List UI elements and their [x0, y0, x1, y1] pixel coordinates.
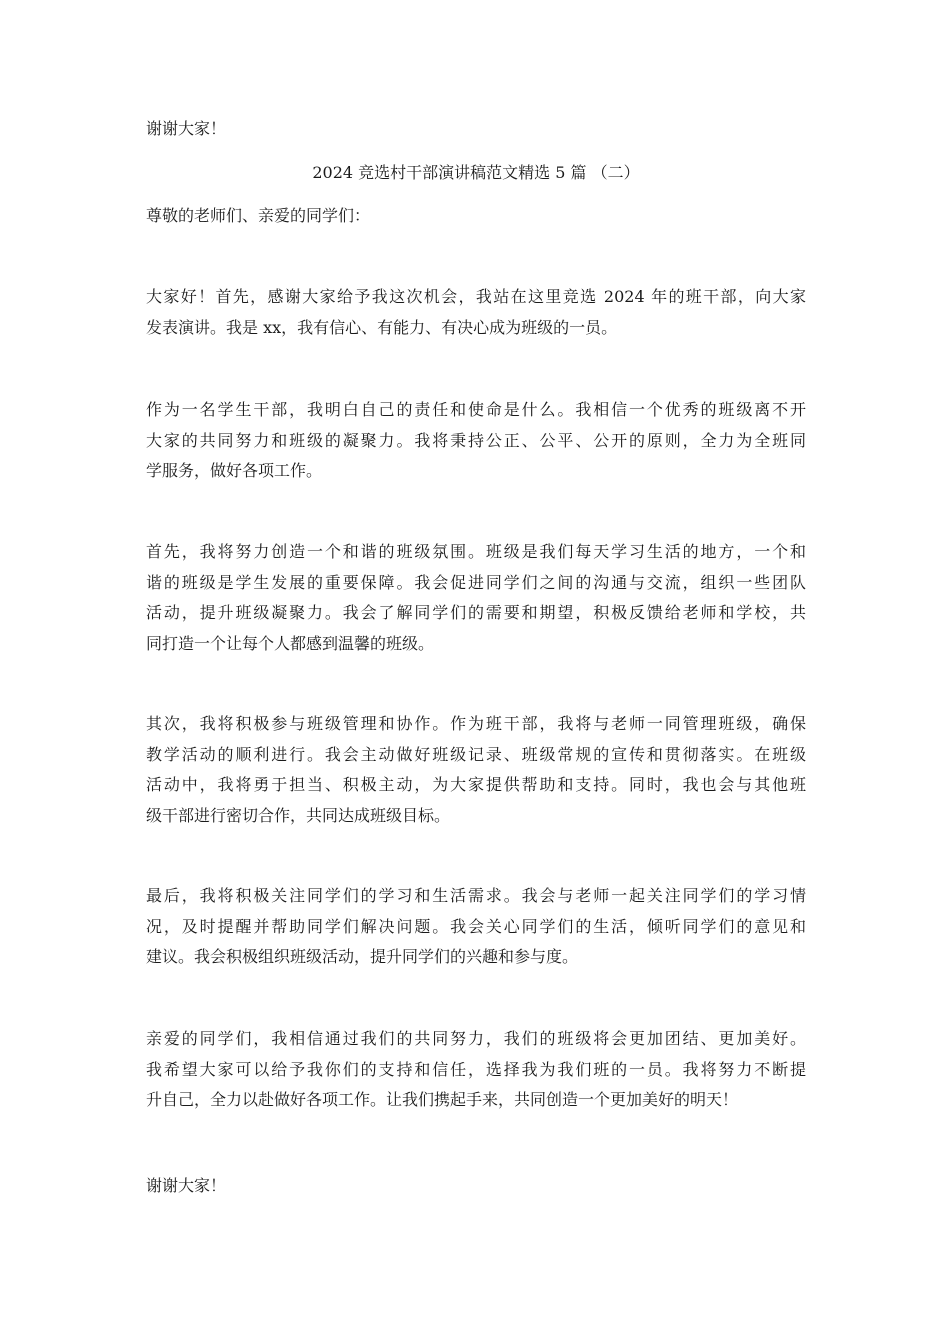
paragraph-2 [146, 395, 806, 487]
paragraph-line: 大家的共同努力和班级的凝聚力。我将秉持公正、公平、公开的原则，全力为全班同 [146, 430, 806, 450]
paragraph-line: 首先，我将努力创造一个和谐的班级氛围。班级是我们每天学习生活的地方，一个和 [146, 542, 806, 561]
paragraph-line: 谐的班级是学生发展的重要保障。我会促进同学们之间的沟通与交流，组织一些团队 [146, 572, 806, 592]
salutation: 尊敬的老师们、亲爱的同学们： [146, 206, 371, 225]
paragraph-5 [146, 881, 806, 973]
paragraph-line: 其次，我将积极参与班级管理和协作。作为班干部，我将与老师一同管理班级，确保 [146, 714, 806, 733]
paragraph-line: 我希望大家可以给予我你们的支持和信任，选择我为我们班的一员。我将努力不断提 [146, 1059, 806, 1079]
paragraph-line: 同打造一个让每个人都感到温馨的班级。 [146, 633, 435, 653]
paragraph-line: 建议。我会积极组织班级活动，提升同学们的兴趣和参与度。 [146, 947, 579, 966]
paragraph-line: 学服务，做好各项工作。 [146, 461, 323, 480]
paragraph-4 [146, 709, 806, 831]
paragraph-line: 作为一名学生干部，我明白自己的责任和使命是什么。我相信一个优秀的班级离不开 [146, 400, 806, 419]
paragraph-line: 活动中，我将勇于担当、积极主动，为大家提供帮助和支持。同时，我也会与其他班 [146, 775, 806, 794]
closing-thanks: 谢谢大家！ [146, 1176, 227, 1195]
paragraph-line: 教学活动的顺利进行。我会主动做好班级记录、班级常规的宣传和贯彻落实。在班级 [146, 744, 806, 764]
paragraph-3 [146, 537, 806, 659]
paragraph-line: 况，及时提醒并帮助同学们解决问题。我会关心同学们的生活，倾听同学们的意见和 [146, 916, 806, 936]
paragraph-line: 活动，提升班级凝聚力。我会了解同学们的需要和期望，积极反馈给老师和学校，共 [146, 603, 806, 622]
paragraph-line: 发表演讲。我是 xx，我有信心、有能力、有决心成为班级的一员。 [146, 317, 618, 337]
paragraph-line: 级干部进行密切合作，共同达成班级目标。 [146, 805, 451, 825]
paragraph-1 [146, 282, 806, 343]
paragraph-line: 亲爱的同学们，我相信通过我们的共同努力，我们的班级将会更加团结、更加美好。 [146, 1029, 806, 1048]
paragraph-line: 最后，我将积极关注同学们的学习和生活需求。我会与老师一起关注同学们的学习情 [146, 886, 806, 905]
opening-thanks: 谢谢大家！ [146, 119, 227, 138]
paragraph-line: 升自己，全力以赴做好各项工作。让我们携起手来，共同创造一个更加美好的明天！ [146, 1090, 739, 1109]
paragraph-6 [146, 1024, 806, 1116]
document-title: 2024 竞选村干部演讲稿范文精选 5 篇 （二） [312, 163, 640, 182]
paragraph-line: 大家好！首先，感谢大家给予我这次机会，我站在这里竞选 2024 年的班干部，向大家 [146, 287, 806, 306]
